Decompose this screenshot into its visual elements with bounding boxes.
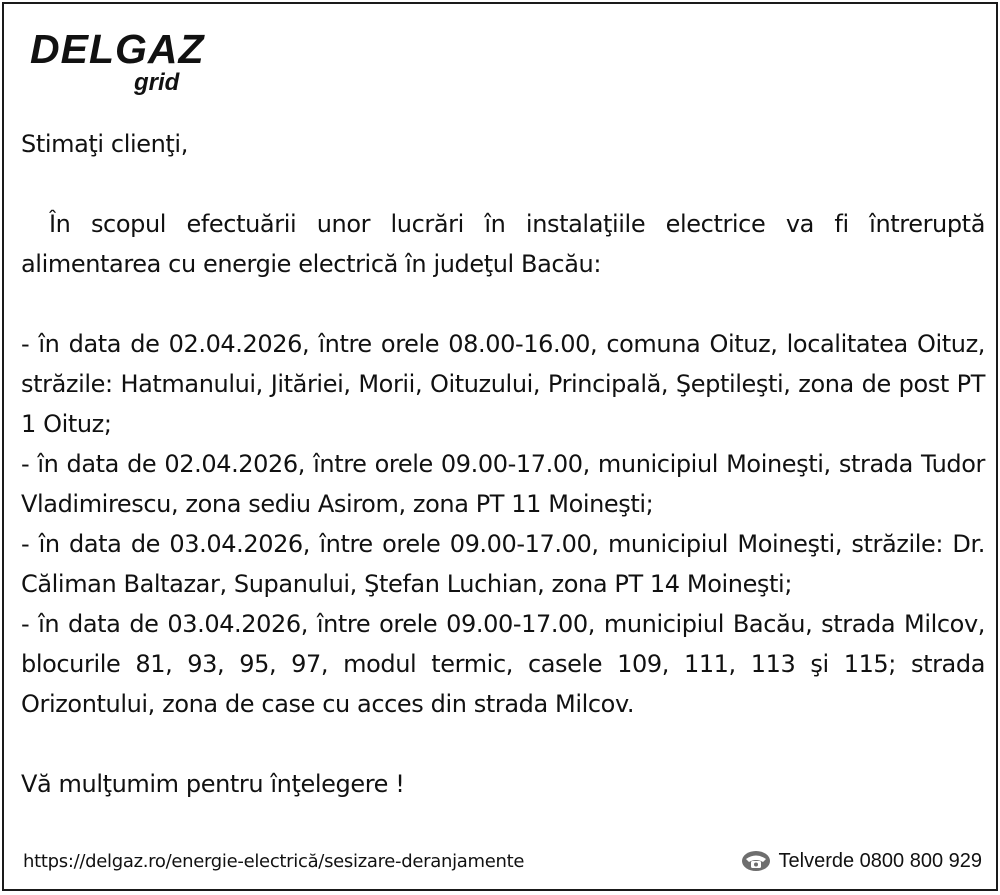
outage-item: - în data de 03.04.2026, între orele 09.00-17.00, municipiul Bacău, strada Milcov, blocurile 81, 93, 95, 97, modul termic, casele 109, 111, 113 şi 115; strada Orizontului, zona de case cu acces din strada Milcov. <box>21 610 985 718</box>
outage-item: - în data de 02.04.2026, între orele 08.00-16.00, comuna Oituz, localitatea Oituz, străzile: Hatmanului, Jităriei, Morii, Oituzului, Principală, Şeptileşti, zona de post PT 1 Oituz; <box>21 330 985 438</box>
intro-paragraph: În scopul efectuării unor lucrări în instalaţiile electrice va fi întreruptă alimentarea cu energie electrică în judeţul Bacău: <box>21 210 985 278</box>
delgaz-grid-logo <box>30 26 210 98</box>
outage-item: - în data de 02.04.2026, între orele 09.00-17.00, municipiul Moineşti, strada Tudor Vladimirescu, zona sediu Asirom, zona PT 11 Moineşti; <box>21 450 985 518</box>
closing-line: Vă mulţumim pentru înţelegere ! <box>21 770 405 798</box>
telverde-label: Telverde 0800 800 929 <box>778 850 982 872</box>
outage-item: - în data de 03.04.2026, între orele 09.00-17.00, municipiul Moineşti, străzile: Dr. Căliman Baltazar, Supanului, Ştefan Luchian, zona PT 14 Moineşti; <box>21 530 985 598</box>
logo-brand: DELGAZ <box>30 26 205 72</box>
telverde-contact[interactable] <box>741 847 983 875</box>
telephone-icon <box>741 850 771 872</box>
deranjamente-link[interactable]: https://delgaz.ro/energie-electrică/sesizare-deranjamente <box>23 851 525 872</box>
letter-body <box>21 124 985 804</box>
notice-panel <box>2 2 998 891</box>
greeting: Stimaţi clienţi, <box>21 130 188 158</box>
logo-sub: grid <box>134 69 180 96</box>
